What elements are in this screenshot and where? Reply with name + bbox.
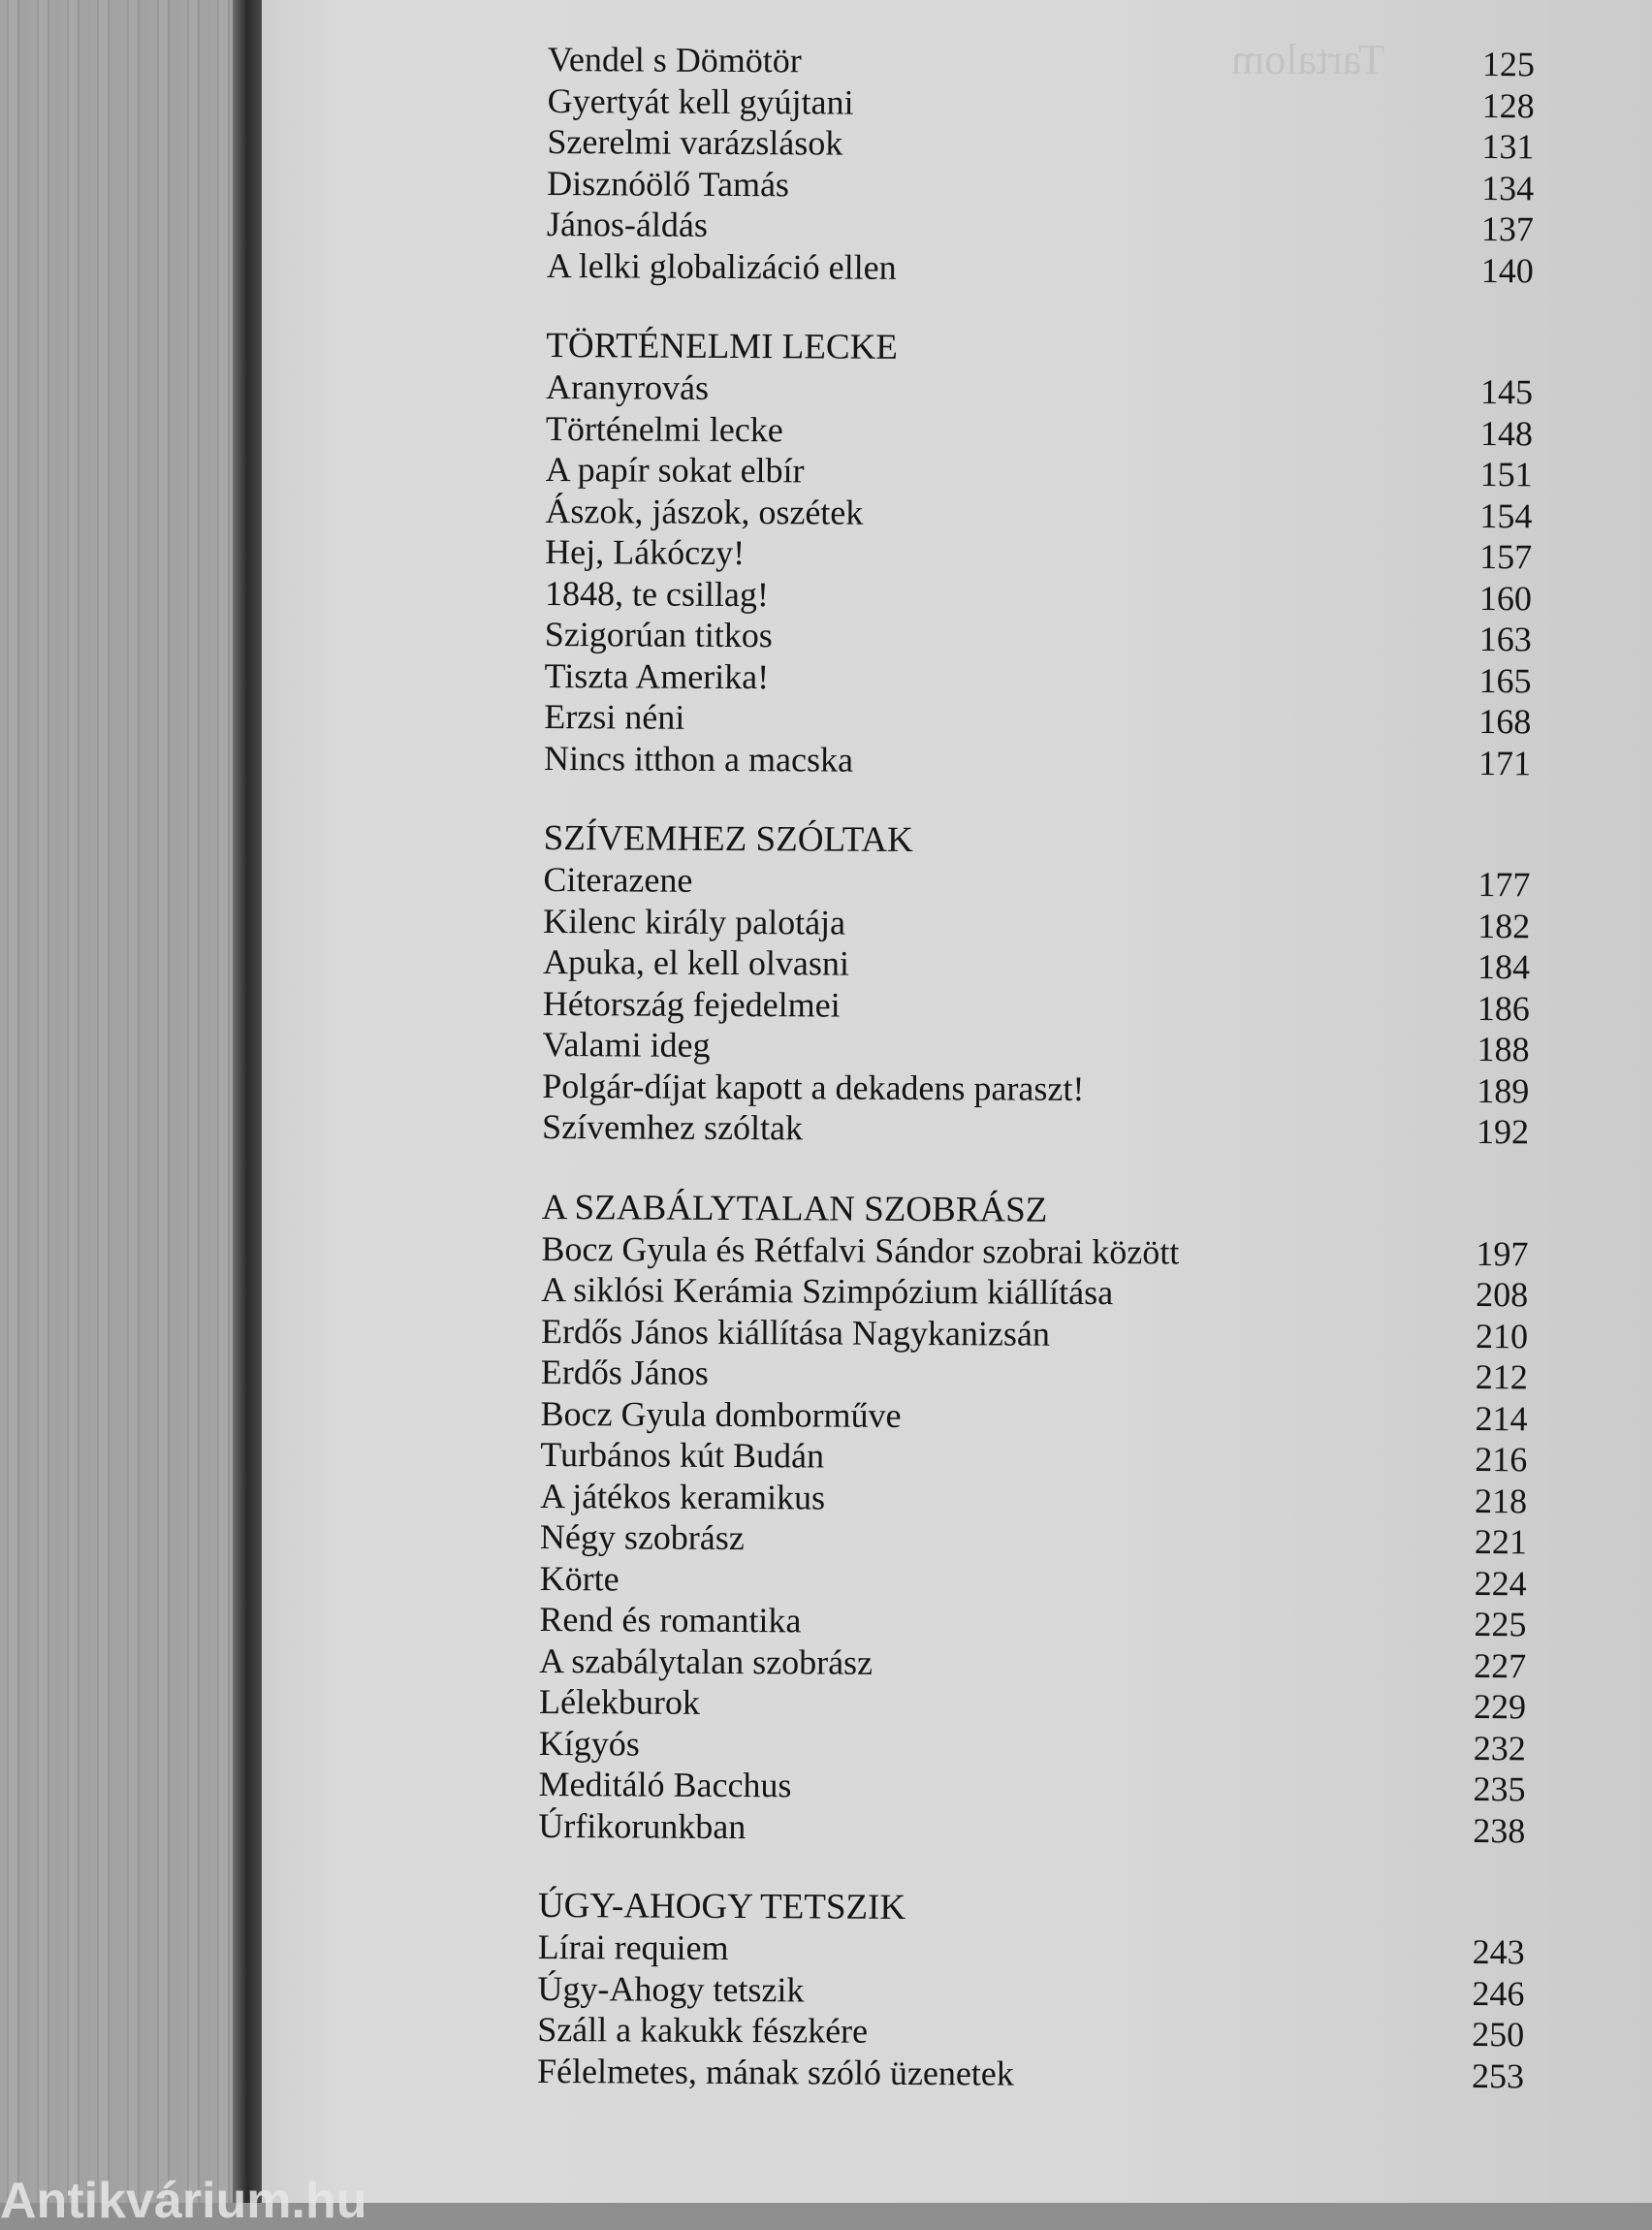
entry-title: Úgy-Ahogy tetszik (537, 1968, 805, 2009)
toc-entry (546, 449, 1533, 495)
entry-title: Bocz Gyula és Rétfalvi Sándor szobrai között (541, 1228, 1180, 1271)
toc-entry (539, 1722, 1526, 1768)
entry-title: Apuka, el kell olvasni (542, 941, 850, 983)
entry-title: Körte (539, 1558, 620, 1598)
entry-page-number: 160 (1478, 578, 1533, 618)
toc-entry (539, 1681, 1526, 1728)
entry-page-number: 140 (1480, 250, 1534, 290)
toc-entry (544, 696, 1531, 743)
entry-page-number: 128 (1481, 85, 1535, 125)
wood-background (0, 0, 242, 2203)
entry-title: Úrfikorunkban (538, 1805, 747, 1846)
toc-entry (542, 1065, 1529, 1111)
entry-title: Tiszta Amerika! (544, 655, 770, 696)
bleed-through-title: Tartalom (1231, 36, 1385, 83)
entry-title: Citerazene (543, 859, 693, 900)
book-spine-shadow (233, 0, 262, 2203)
entry-page-number: 188 (1477, 1030, 1530, 1069)
toc-entry (541, 1269, 1528, 1316)
toc-entry (540, 1392, 1527, 1439)
entry-page-number: 232 (1473, 1728, 1526, 1768)
entry-title: Lélekburok (538, 1681, 701, 1722)
toc-entry (537, 2050, 1524, 2096)
entry-page-number: 225 (1474, 1605, 1527, 1644)
entry-page-number: 216 (1475, 1440, 1528, 1480)
toc-entry (539, 1599, 1526, 1645)
toc-entry (544, 654, 1531, 701)
toc-entry (537, 2009, 1524, 2055)
entry-title: Rend és romantika (539, 1599, 802, 1641)
toc-entry (537, 1967, 1524, 2014)
entry-title: Kilenc király palotája (543, 901, 846, 942)
entry-page-number: 125 (1481, 45, 1535, 84)
section-heading: TÖRTÉNELMI LECKE (546, 325, 899, 367)
section-heading: SZÍVEMHEZ SZÓLTAK (543, 817, 913, 860)
toc-section (542, 817, 1531, 1153)
entry-title: Kígyós (538, 1723, 640, 1764)
entry-page-number: 229 (1473, 1687, 1527, 1727)
entry-page-number: 197 (1476, 1233, 1529, 1273)
entry-page-number: 165 (1478, 660, 1532, 700)
entry-page-number: 224 (1474, 1563, 1527, 1603)
table-of-contents (537, 39, 1535, 2096)
entry-page-number: 137 (1480, 209, 1535, 249)
entry-page-number: 134 (1481, 168, 1535, 207)
entry-title: Bocz Gyula domborműve (540, 1393, 902, 1435)
entry-page-number: 250 (1472, 2015, 1525, 2055)
toc-entry (541, 1310, 1528, 1356)
entry-page-number: 154 (1479, 495, 1533, 535)
entry-page-number: 218 (1475, 1481, 1528, 1520)
toc-entry (538, 1764, 1525, 1810)
entry-title: A papír sokat elbír (545, 449, 805, 491)
entry-title: Aranyrovás (546, 366, 710, 407)
toc-entry (540, 1516, 1527, 1563)
entry-page-number: 163 (1478, 620, 1532, 659)
section-heading: ÚGY-AHOGY TETSZIK (537, 1885, 906, 1927)
toc-entry (541, 1352, 1528, 1398)
entry-page-number: 184 (1477, 947, 1531, 987)
entry-title: Polgár-díjat kapott a dekadens paraszt! (542, 1066, 1085, 1108)
entry-title: Vendel s Dömötör (547, 39, 802, 80)
entry-title: Meditáló Bacchus (538, 1764, 792, 1805)
toc-entry (540, 1557, 1527, 1604)
entry-title: Hej, Lákóczy! (545, 531, 746, 573)
entry-title: A siklósi Kerámia Szimpózium kiállítása (541, 1269, 1114, 1313)
entry-page-number: 253 (1471, 2055, 1525, 2095)
entry-title: Turbános kút Budán (540, 1434, 825, 1476)
entry-title: Nincs itthon a macska (544, 738, 854, 780)
entry-title: Négy szobrász (539, 1516, 745, 1558)
toc-entry (545, 572, 1532, 619)
toc-entry (542, 1024, 1529, 1070)
entry-title: Erdős János kiállítása Nagykanizsán (540, 1311, 1050, 1354)
entry-page-number: 182 (1477, 906, 1531, 945)
toc-section (544, 325, 1533, 783)
entry-title: A szabálytalan szobrász (539, 1641, 874, 1682)
entry-title: A játékos keramikus (540, 1476, 826, 1517)
entry-title: 1848, te csillag! (544, 573, 770, 614)
entry-title: Erzsi néni (544, 696, 685, 737)
toc-section (538, 1186, 1529, 1851)
toc-entry (538, 1927, 1525, 1973)
entry-page-number: 235 (1473, 1769, 1526, 1809)
entry-page-number: 145 (1480, 372, 1534, 412)
entry-title: Szerelmi varázslások (547, 121, 843, 163)
entry-title: Szigorúan titkos (544, 614, 773, 655)
entry-page-number: 177 (1477, 865, 1531, 905)
toc-section (537, 1885, 1525, 2096)
entry-page-number: 186 (1477, 988, 1530, 1028)
toc-section (547, 39, 1535, 291)
entry-title: Történelmi lecke (545, 408, 783, 449)
entry-title: János-áldás (546, 204, 709, 244)
entry-title: Gyertyát kell gyújtani (547, 80, 854, 122)
entry-title: Lírai requiem (537, 1927, 729, 1968)
toc-entry (538, 1804, 1525, 1851)
entry-title: Valami ideg (542, 1024, 711, 1065)
entry-page-number: 192 (1477, 1112, 1530, 1152)
toc-entry (543, 859, 1530, 906)
entry-page-number: 238 (1473, 1810, 1526, 1850)
toc-entry (539, 1640, 1526, 1686)
toc-entry (546, 407, 1533, 454)
toc-entry (547, 244, 1534, 291)
entry-page-number: 212 (1475, 1357, 1528, 1397)
toc-entry (545, 614, 1532, 660)
entry-title: Félelmetes, mának szóló üzenetek (536, 2051, 1014, 2093)
entry-page-number: 246 (1472, 1973, 1525, 2013)
watermark: Antikvárium.hu (0, 2173, 367, 2229)
entry-title: Ászok, jászok, oszétek (545, 491, 864, 532)
entry-title: Hétország fejedelmei (542, 983, 841, 1025)
toc-entry (543, 900, 1530, 946)
toc-entry (540, 1475, 1527, 1521)
toc-entry (545, 490, 1532, 536)
toc-entry (544, 737, 1531, 783)
toc-entry (548, 80, 1535, 126)
entry-page-number: 157 (1479, 537, 1533, 577)
entry-title: A lelki globalizáció ellen (546, 245, 897, 287)
toc-entry (543, 982, 1530, 1029)
entry-page-number: 210 (1475, 1316, 1529, 1355)
toc-entry (541, 1227, 1528, 1274)
entry-page-number: 214 (1475, 1398, 1528, 1438)
entry-page-number: 227 (1474, 1645, 1527, 1685)
entry-page-number: 168 (1478, 702, 1532, 742)
toc-entry (547, 204, 1534, 250)
entry-title: Szívemhez szóltak (542, 1106, 804, 1148)
entry-page-number: 151 (1479, 455, 1533, 494)
entry-page-number: 131 (1481, 127, 1535, 167)
section-heading: A SZABÁLYTALAN SZOBRÁSZ (541, 1187, 1048, 1230)
entry-page-number: 189 (1477, 1070, 1530, 1110)
entry-title: Száll a kakukk fészkére (537, 2009, 869, 2051)
entry-page-number: 221 (1474, 1522, 1528, 1562)
entry-title: Erdős János (540, 1352, 709, 1392)
toc-entry (545, 531, 1532, 578)
toc-entry (543, 941, 1530, 988)
entry-page-number: 208 (1476, 1275, 1529, 1315)
toc-entry (540, 1434, 1527, 1481)
toc-entry (548, 39, 1535, 85)
toc-entry (546, 366, 1533, 413)
toc-entry (547, 121, 1534, 168)
toc-entry (542, 1106, 1529, 1153)
entry-page-number: 171 (1477, 743, 1532, 782)
entry-title: Disznóölő Tamás (547, 163, 790, 204)
entry-page-number: 148 (1479, 413, 1533, 453)
toc-entry (547, 162, 1534, 208)
entry-page-number: 243 (1472, 1932, 1525, 1972)
